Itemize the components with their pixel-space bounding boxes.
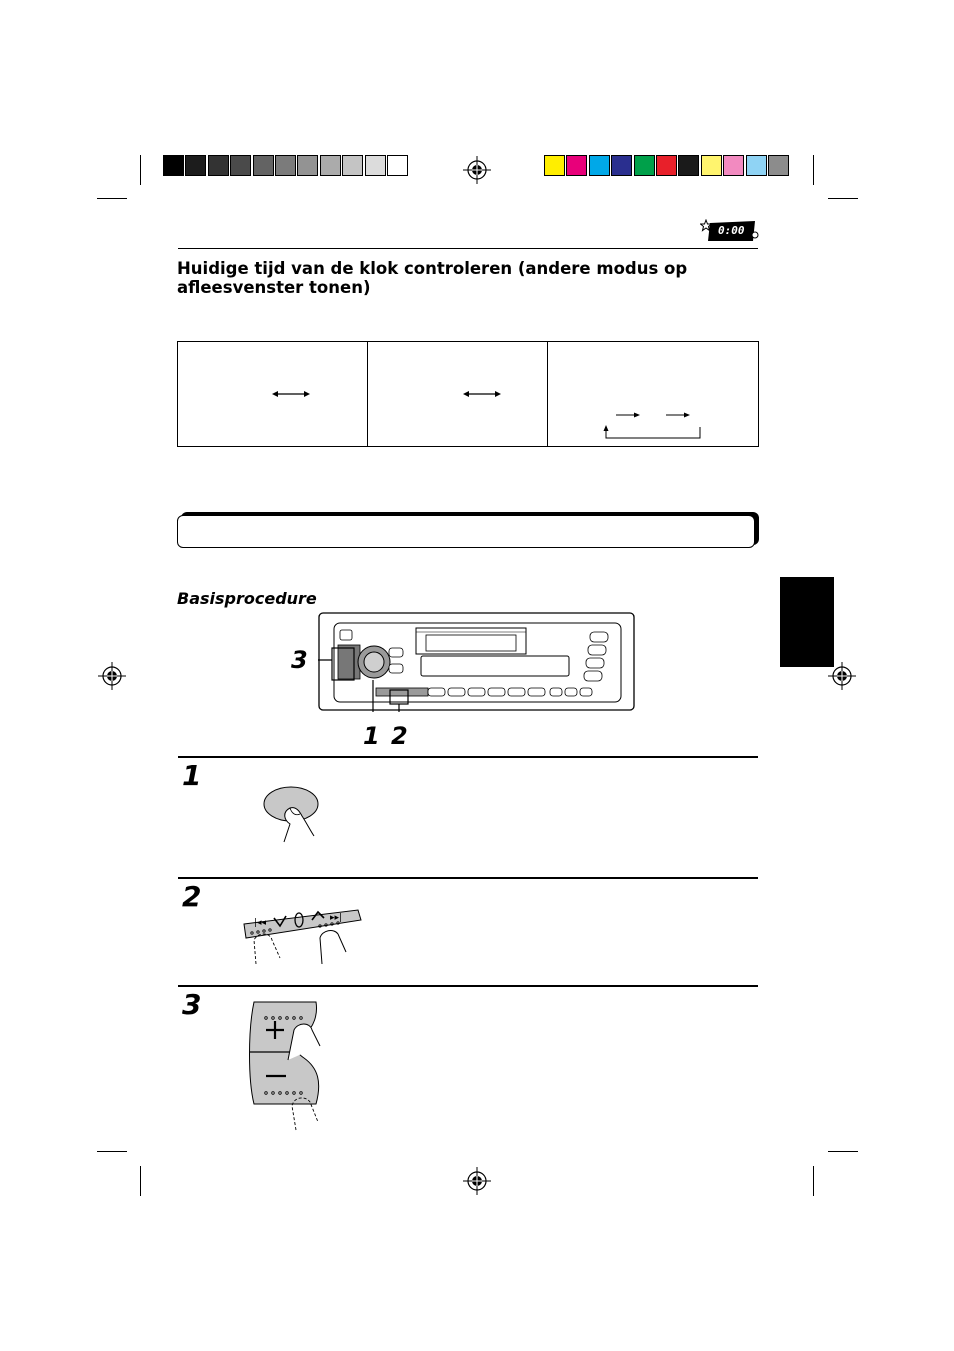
registration-mark-icon bbox=[463, 156, 491, 184]
grayscale-swatch bbox=[163, 155, 184, 176]
step-rule bbox=[178, 877, 758, 879]
crop-mark bbox=[140, 155, 141, 185]
grayscale-swatch bbox=[275, 155, 296, 176]
crop-mark bbox=[97, 1151, 127, 1152]
table-column bbox=[367, 342, 548, 446]
step-number-2: 2 bbox=[182, 880, 202, 913]
crop-mark bbox=[828, 198, 858, 199]
crop-mark bbox=[97, 198, 127, 199]
procedure-subtitle: Basisprocedure bbox=[177, 589, 317, 608]
grayscale-swatch bbox=[297, 155, 318, 176]
volume-plus-minus-icon bbox=[246, 1000, 326, 1132]
svg-text:▸▸|: ▸▸| bbox=[330, 913, 343, 923]
clock-display-text: 0:00 bbox=[718, 224, 745, 237]
press-button-icon bbox=[262, 784, 324, 844]
language-side-tab bbox=[780, 577, 834, 667]
color-swatch bbox=[589, 155, 610, 176]
registration-mark-icon bbox=[98, 662, 126, 690]
color-swatch bbox=[768, 155, 789, 176]
grayscale-swatch bbox=[185, 155, 206, 176]
clock-display-icon bbox=[700, 219, 762, 243]
grayscale-swatch bbox=[387, 155, 408, 176]
color-swatch bbox=[566, 155, 587, 176]
color-swatch bbox=[701, 155, 722, 176]
cycle-arrow-icon bbox=[600, 408, 705, 444]
grayscale-swatch bbox=[253, 155, 274, 176]
svg-text:|◂◂: |◂◂ bbox=[254, 918, 267, 928]
display-mode-table bbox=[177, 341, 759, 447]
color-swatch bbox=[656, 155, 677, 176]
panel-callout-2: 2 bbox=[391, 722, 408, 750]
header-rule bbox=[178, 248, 758, 249]
grayscale-swatch bbox=[365, 155, 386, 176]
grayscale-swatch bbox=[320, 155, 341, 176]
crop-mark bbox=[813, 1166, 814, 1196]
car-stereo-panel-illustration bbox=[318, 612, 636, 712]
color-swatch bbox=[723, 155, 744, 176]
step-rule bbox=[178, 985, 758, 987]
color-swatch bbox=[611, 155, 632, 176]
color-swatch bbox=[678, 155, 699, 176]
registration-mark-icon bbox=[463, 1167, 491, 1195]
color-swatch bbox=[746, 155, 767, 176]
double-arrow-icon bbox=[463, 388, 501, 400]
crop-mark bbox=[828, 1151, 858, 1152]
grayscale-swatch bbox=[342, 155, 363, 176]
double-arrow-icon bbox=[272, 388, 310, 400]
panel-callout-1: 1 bbox=[363, 722, 380, 750]
crop-mark bbox=[813, 155, 814, 185]
color-swatch bbox=[634, 155, 655, 176]
panel-callout-3: 3 bbox=[291, 646, 308, 674]
select-up-down-buttons-icon bbox=[236, 908, 364, 966]
section-title: Huidige tijd van de klok controleren (andere modus op afleesvenster tonen) bbox=[177, 259, 688, 297]
grayscale-swatch bbox=[230, 155, 251, 176]
step-number-1: 1 bbox=[182, 759, 202, 792]
crop-mark bbox=[140, 1166, 141, 1196]
grayscale-swatch bbox=[208, 155, 229, 176]
step-number-3: 3 bbox=[182, 988, 202, 1021]
color-swatch bbox=[544, 155, 565, 176]
step-rule bbox=[178, 756, 758, 758]
section-banner bbox=[177, 515, 755, 548]
